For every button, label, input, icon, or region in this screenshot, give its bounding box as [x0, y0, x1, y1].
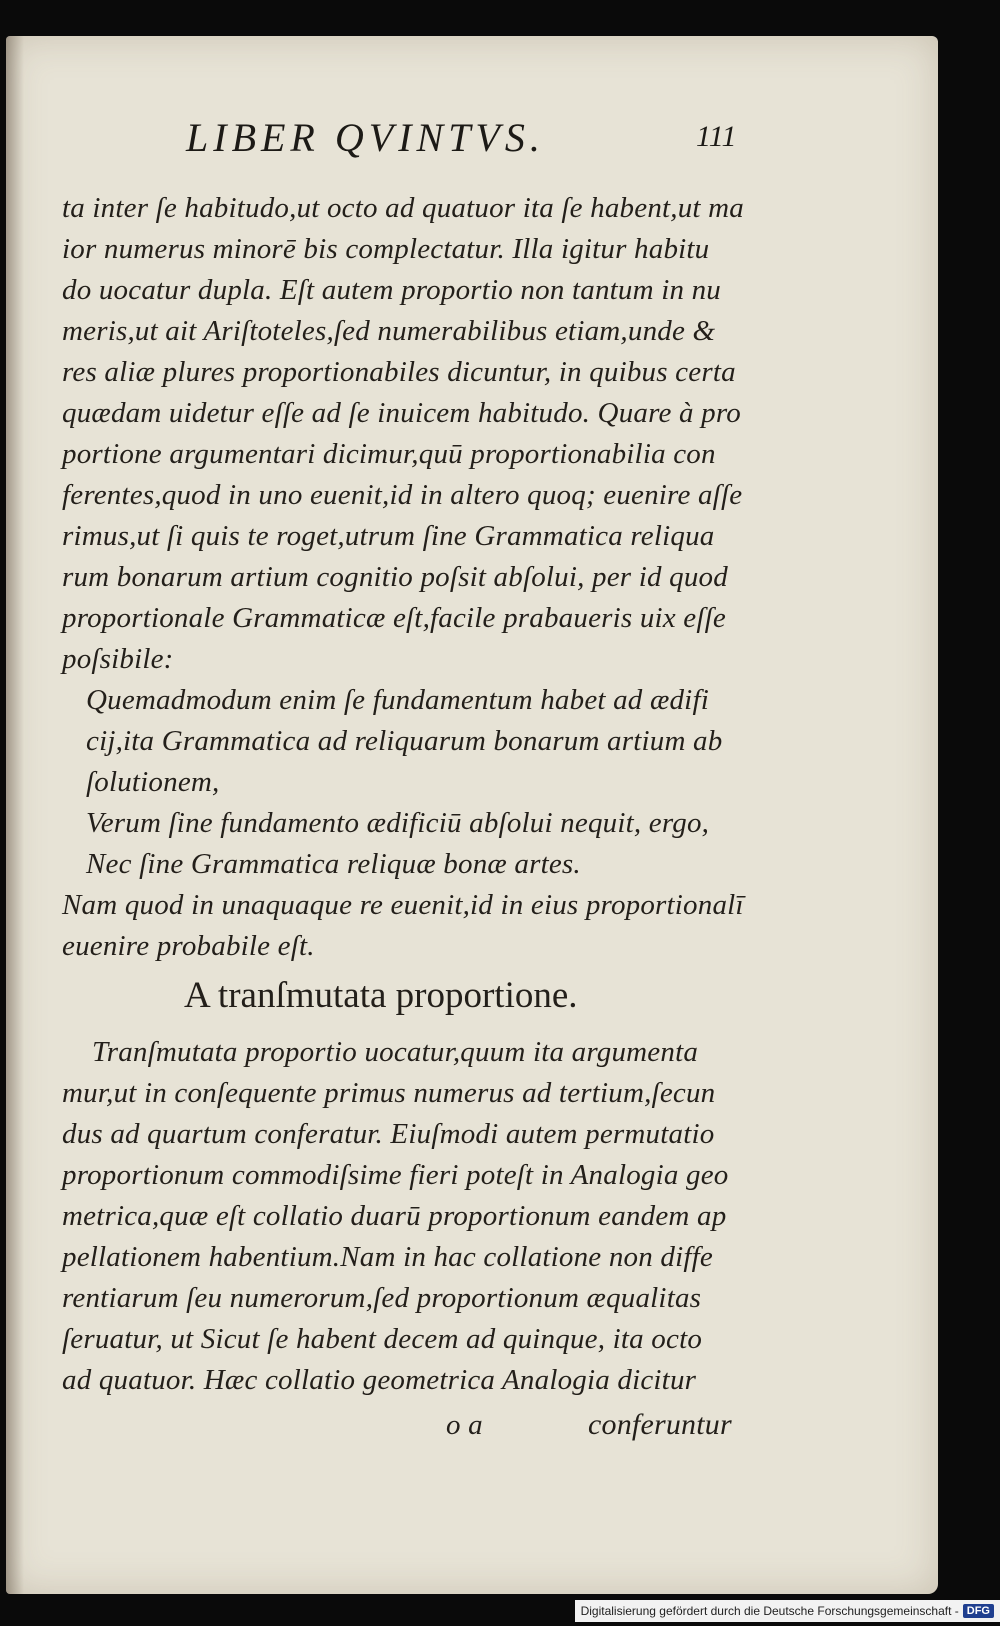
body-line: ior numerus minorē bis complectatur. Illa igitur habitu — [62, 233, 710, 265]
digitization-credit-bar — [575, 1600, 1000, 1622]
syllogism-line: ſolutionem, — [86, 766, 220, 798]
body-line: rimus,ut ſi quis te roget,utrum ſine Grammatica reliqua — [62, 520, 715, 552]
body-line: proportionale Grammaticæ eſt,facile prabaueris uix eſſe — [62, 602, 726, 634]
section-line: ſeruatur, ut Sicut ſe habent decem ad quinque, ita octo — [62, 1323, 703, 1355]
section-line: metrica,quæ eſt collatio duarū proportionum eandem ap — [62, 1200, 727, 1232]
section-heading: A tranſmutata proportione. — [184, 975, 578, 1016]
body-line: quædam uidetur eſſe ad ſe inuicem habitudo. Quare à pro — [62, 397, 741, 429]
section-line: mur,ut in conſequente primus numerus ad tertium,ſecun — [62, 1077, 716, 1109]
running-title: LIBER QVINTVS. — [186, 115, 545, 160]
section-line: rentiarum ſeu numerorum,ſed proportionum æqualitas — [62, 1282, 702, 1314]
conclusion-line: Nam quod in unaquaque re euenit,id in eius proportionalī — [62, 889, 744, 921]
section-line: dus ad quartum conferatur. Eiuſmodi autem permutatio — [62, 1118, 715, 1150]
body-line: portione argumentari dicimur,quū proportionabilia con — [62, 438, 716, 470]
page-content — [6, 36, 938, 1594]
credit-text: Digitalisierung gefördert durch die Deutsche Forschungsgemeinschaft - — [580, 1604, 959, 1618]
book-page — [6, 36, 938, 1594]
folio-number: 111 — [696, 120, 737, 153]
body-line: meris,ut ait Ariſtoteles,ſed numerabilibus etiam,unde & — [62, 315, 716, 347]
syllogism-line: cij,ita Grammatica ad reliquarum bonarum artium ab — [86, 725, 723, 757]
body-line: rum bonarum artium cognitio poſsit abſolui, per id quod — [62, 561, 728, 593]
syllogism-line: Nec ſine Grammatica reliquæ bonæ artes. — [86, 848, 581, 880]
conclusion-line: euenire probabile eſt. — [62, 930, 315, 962]
section-line: ad quatuor. Hæc collatio geometrica Analogia dicitur — [62, 1364, 697, 1396]
section-line: proportionum commodiſsime fieri poteſt in Analogia geo — [62, 1159, 729, 1191]
dfg-logo: DFG — [963, 1604, 994, 1618]
catchword: conferuntur — [588, 1408, 732, 1441]
syllogism-line: Verum ſine fundamento ædificiū abſolui nequit, ergo, — [86, 807, 710, 839]
section-line: Tranſmutata proportio uocatur,quum ita argumenta — [92, 1036, 699, 1068]
body-line: poſsibile: — [62, 643, 174, 675]
body-line: do uocatur dupla. Eſt autem proportio non tantum in nu — [62, 274, 721, 306]
body-line: res aliæ plures proportionabiles dicuntur, in quibus certa — [62, 356, 736, 388]
signature-mark: o a — [446, 1409, 483, 1441]
section-line: pellationem habentium.Nam in hac collatione non diffe — [62, 1241, 713, 1273]
syllogism-line: Quemadmodum enim ſe fundamentum habet ad ædifi — [86, 684, 709, 716]
body-line: ta inter ſe habitudo,ut octo ad quatuor ita ſe habent,ut ma — [62, 192, 744, 224]
body-line: ferentes,quod in uno euenit,id in altero quoq; euenire aſſe — [62, 479, 743, 511]
